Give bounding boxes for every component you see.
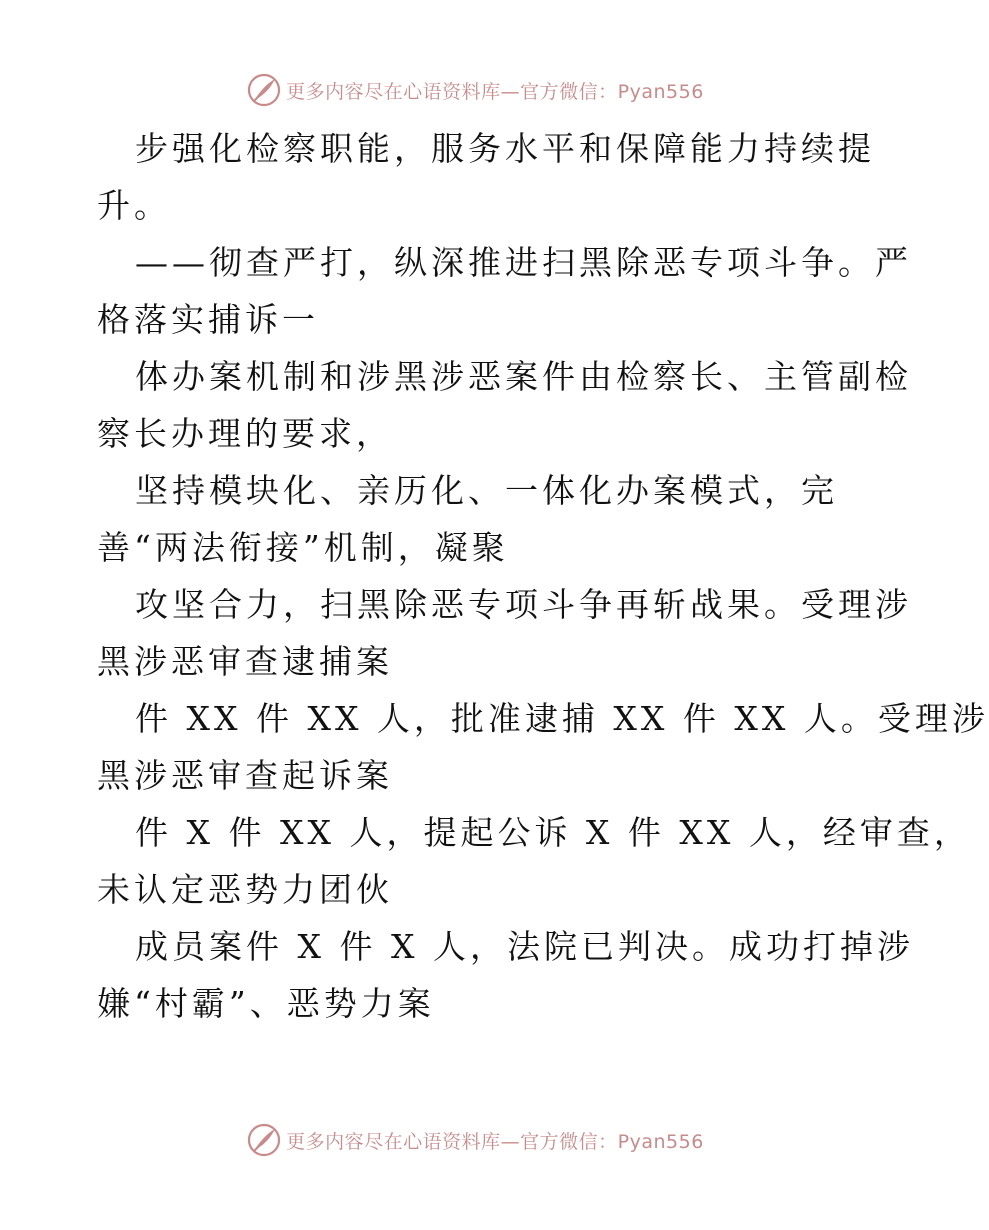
- header-watermark: [0, 68, 950, 112]
- text-line: 未认定恶势力团伙: [97, 870, 393, 909]
- feather-quill-logo: [246, 72, 282, 108]
- text-line: 嫌“村霸”、恶势力案: [97, 984, 435, 1023]
- text-line: 步强化检察职能，服务水平和保障能力持续提: [135, 129, 875, 168]
- text-line: 黑涉恶审查起诉案: [97, 756, 393, 795]
- feather-quill-logo: [246, 1122, 282, 1158]
- text-line: 攻坚合力，扫黑除恶专项斗争再斩战果。受理涉: [135, 585, 912, 624]
- text-line: 件 X 件 XX 人，提起公诉 X 件 XX 人，经审查，: [135, 813, 971, 852]
- text-line: 升。: [97, 186, 171, 225]
- text-line: 善“两法衔接”机制，凝聚: [97, 528, 509, 567]
- text-line: 坚持模块化、亲历化、一体化办案模式，完: [135, 471, 838, 510]
- text-line: 体办案机制和涉黑涉恶案件由检察长、主管副检: [135, 357, 912, 396]
- text-line: 格落实捕诉一: [97, 300, 319, 339]
- watermark-text: 更多内容尽在心语资料库—官方微信：Pyan556: [286, 1130, 704, 1153]
- text-line: 件 XX 件 XX 人，批准逮捕 XX 件 XX 人。受理涉: [135, 699, 989, 738]
- text-line: ——彻查严打，纵深推进扫黑除恶专项斗争。严: [135, 243, 912, 282]
- text-line: 察长办理的要求，: [97, 414, 393, 453]
- text-line: 黑涉恶审查逮捕案: [97, 642, 393, 681]
- watermark-text: 更多内容尽在心语资料库—官方微信：Pyan556: [286, 80, 704, 103]
- document-body: [97, 120, 989, 1032]
- footer-watermark: [0, 1118, 950, 1162]
- text-line: 成员案件 X 件 X 人，法院已判决。成功打掉涉: [135, 927, 914, 966]
